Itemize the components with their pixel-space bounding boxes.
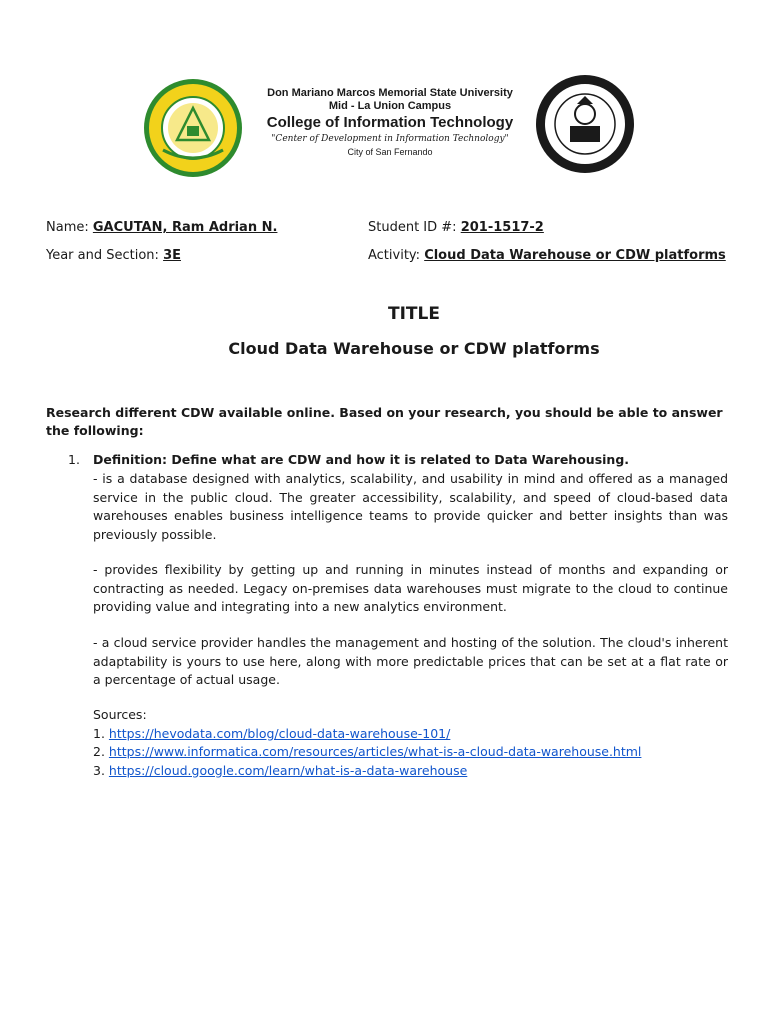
college-motto: "Center of Development in Information Technology" <box>271 134 509 144</box>
source-link[interactable]: https://cloud.google.com/learn/what-is-a-data-warehouse <box>108 762 468 778</box>
activity-value: Cloud Data Warehouse or CDW platforms <box>424 248 726 263</box>
source-link[interactable]: https://www.informatica.com/resources/articles/what-is-a-cloud-data-warehouse.html <box>108 744 642 759</box>
sources-label: Sources: <box>93 707 147 722</box>
answer-paragraph: - a cloud service provider handles the management and hosting of the solution. The cloud's inherent adaptability is yours to use here, along with more predictable prices that can be set at a flat rate or a percentage of actual usage. <box>93 635 728 687</box>
answer-paragraph: - is a database designed with analytics, scalability, and usability in mind and offered as a managed service in the public cloud. The greater accessibility, scalability, and speed of cloud-based data warehouses enables business intelligence teams to provide quicker and better insights than was previously possible. <box>93 471 728 542</box>
source-item <box>93 762 743 781</box>
source-link[interactable]: https://hevodata.com/blog/cloud-data-warehouse-101/ <box>108 725 451 741</box>
source-item <box>93 725 743 744</box>
university-seal-logo <box>143 78 243 178</box>
name-value: GACUTAN, Ram Adrian N. <box>92 220 278 235</box>
source-number: 2. <box>93 744 109 759</box>
sources-list <box>93 706 743 780</box>
source-item <box>93 743 743 762</box>
cit-seal-logo <box>535 74 635 174</box>
year-section-value: 3E <box>163 248 181 263</box>
student-id-field <box>368 219 544 237</box>
student-id-label: Student ID #: <box>368 220 461 235</box>
answer-paragraph: - provides flexibility by getting up and running in minutes instead of months and expanding or contracting as needed. Legacy on-premises data warehouses must migrate to the cloud to continue providing value and integrating into a new analytics environment. <box>93 562 728 614</box>
source-number: 3. <box>93 762 109 778</box>
activity-field <box>368 247 726 265</box>
college-name: College of Information Technology <box>266 114 514 131</box>
document-title: Cloud Data Warehouse or CDW platforms <box>228 339 600 358</box>
student-id-value: 201-1517-2 <box>460 220 544 235</box>
name-label: Name: <box>46 220 93 235</box>
question-number: 1. <box>68 452 80 467</box>
title-heading: TITLE <box>388 304 440 324</box>
university-name: Don Mariano Marcos Memorial State University <box>267 87 513 99</box>
year-section-field <box>46 247 181 265</box>
activity-label: Activity: <box>368 248 425 263</box>
city-name: City of San Fernando <box>347 147 433 157</box>
campus-name: Mid - La Union Campus <box>328 100 452 112</box>
source-number: 1. <box>93 725 109 741</box>
letterhead-text <box>240 86 540 159</box>
instructions: Research different CDW available online. Based on your research, you should be able to answer the following: <box>46 405 723 438</box>
name-field <box>46 219 277 237</box>
year-section-label: Year and Section: <box>46 248 164 263</box>
question-heading: Definition: Define what are CDW and how it is related to Data Warehousing. <box>93 452 630 467</box>
letterhead <box>0 70 768 180</box>
